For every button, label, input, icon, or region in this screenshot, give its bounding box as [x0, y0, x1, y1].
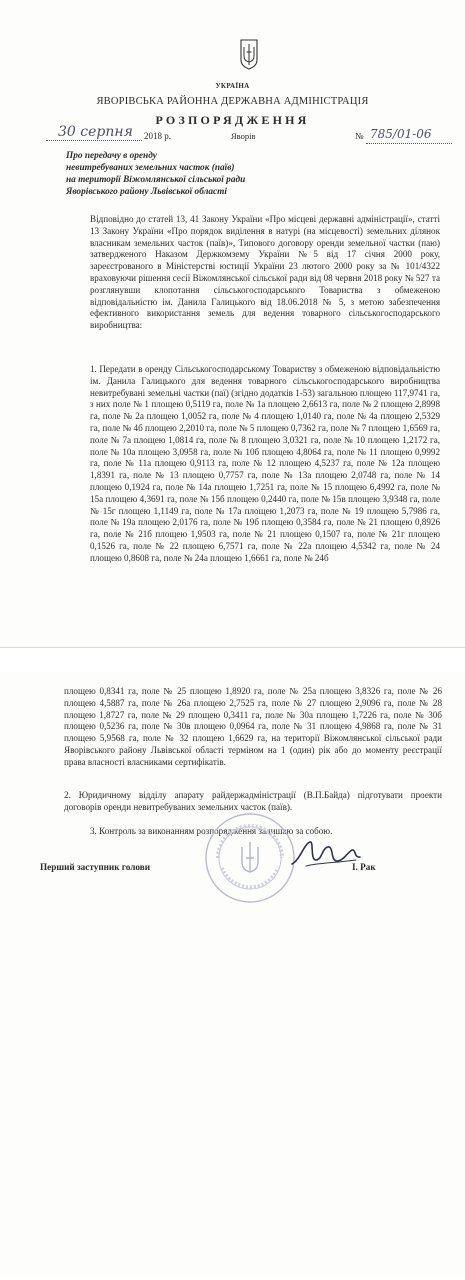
country-label: УКРАЇНА	[215, 82, 250, 90]
administration-title: ЯВОРІВСЬКА РАЙОННА ДЕРЖАВНА АДМІНІСТРАЦІЯ	[96, 96, 369, 107]
basis-paragraph: Відповідно до статей 13, 41 Закону України «Про місцеві державні адміністрації», статті 13 Закону України «Про порядок виділення в натурі (на місцевості) земельних ділянок власникам земельних часток (паїв)», Типового договору оренди земельної частки (паю) затвердженого Наказом Держкомзему України №5 від 17 січня 2000 року, зареєстрованого в Міністерстві юстиції України 23 лютого 2000 року за № 101/4322 враховуючи рішення сесії Віжомлянської сільської ради від 08 червня 2018 року № 527 та розглянувши клопотання сільськогосподарського Товариства з обмеженою відповідальністю ім. Данила Галицького від 18.06.2018 № 5, з метою забезпечення ефективного використання земель для ведення товарного сільськогосподарського виробництва:	[90, 214, 440, 331]
subject-line: Яворівського району Львівської області	[66, 187, 227, 197]
clause-1-continuation: площею 0,8341 га, поле № 25 площею 1,8920 га, поле № 25а площею 3,8326 га, поле № 26 площею 4,5887 га, поле № 26а площею 2,7525 га, поле № 27 площею 2,9096 га, поле № 28 площею 1,8727 га, поле № 29 площею 0,3411 га, поле № 30а площею 1,7226 га, поле № 30б площею 0,5236 га, поле № 30в площею 0,0964 га, поле № 31 площею 4,9868 га, поле № 31 площею 5,9568 га, поле № 32 площею 1,6629 га, на території Віжомлянської сільської ради Яворівського району Львівської області терміном на 1 (один) рік або до моменту реєстрації права власності власниками сертифікатів.	[64, 686, 442, 767]
subject-line: невитребуваних земельних часток (паїв)	[66, 163, 235, 173]
number-sign: №	[355, 131, 364, 141]
document-type-heading: РОЗПОРЯДЖЕННЯ	[155, 113, 310, 127]
subject-line: Про передачу в оренду	[66, 151, 157, 161]
document-city: Яворів	[231, 131, 256, 141]
document-year: 2018 р.	[144, 131, 171, 141]
trident-icon	[239, 38, 259, 70]
number-underline	[366, 143, 452, 144]
subject-line: на території Віжомлянської сільської ради	[66, 175, 246, 185]
document-subject	[66, 150, 316, 198]
clause-3-paragraph: 3. Контроль за виконанням розпорядження залишаю за собою.	[90, 826, 333, 836]
clause-2-paragraph: 2. Юридичному відділу апарату райдержадміністрації (В.П.Байда) підготувати проекти договорів оренди невитребуваних земельних часток (паїв).	[64, 790, 442, 812]
handwritten-document-number: 785/01-06	[370, 127, 432, 141]
handwritten-date: 30 серпня	[58, 124, 133, 140]
signatory-position: Перший заступник голови	[40, 862, 150, 872]
date-underline	[46, 140, 142, 141]
signatory-name: І. Рак	[352, 862, 376, 872]
clause-1-paragraph: 1. Передати в оренду Сільськогосподарському Товариству з обмеженою відповідальністю ім. Данила Галицького для ведення товарного сільськогосподарського виробництва невитребувані земельні частки (паї) (згідно додатків 1-53) загальною площею 117,9741 га, з них поле № 1 площею 0,5119 га, поле № 1а площею 2,6613 га, поле № 2 площею 2,8998 га, поле № 2а площею 1,0052 га, поле № 4 площею 1,0140 га, поле № 4а площею 2,5329 га, поле № 4б площею 2,2010 га, поле № 5 площею 0,7362 га, поле № 7 площею 1,6569 га, поле № 7а площею 1,0814 га, поле № 8 площею 3,0321 га, поле № 10 площею 1,2172 га, поле № 10а площею 3,0958 га, поле № 10б площею 4,8064 га, поле № 11 площею 0,9992 га, поле № 11а площею 0,9113 га, поле № 12 площею 4,5237 га, поле № 12а площею 1,8391 га, поле № 13 площею 0,7757 га, поле № 13а площею 2,0748 га, поле № 14 площею 0,1924 га, поле № 14а площею 1,7251 га, поле № 15 площею 6,4992 га, поле № 15а площею 4,3691 га, поле № 15б площею 0,2440 га, поле № 15в площею 3,9348 га, поле № 15г площею 1,1149 га, поле № 17а площею 1,2073 га, поле № 19 площею 5,7986 га, поле № 19а площею 2,0176 га, поле № 19б площею 0,3584 га, поле № 21 площею 0,8926 га, поле № 21б площею 1,9503 га, поле № 21 площею 0,1507 га, поле № 21г площею 0,1526 га, поле № 22 площею 6,7571 га, поле № 22а площею 4,5342 га, поле № 24 площею 0,8608 га, поле № 24а площею 1,6661 га, поле № 24б	[90, 364, 440, 563]
official-seal-stamp	[204, 812, 296, 904]
